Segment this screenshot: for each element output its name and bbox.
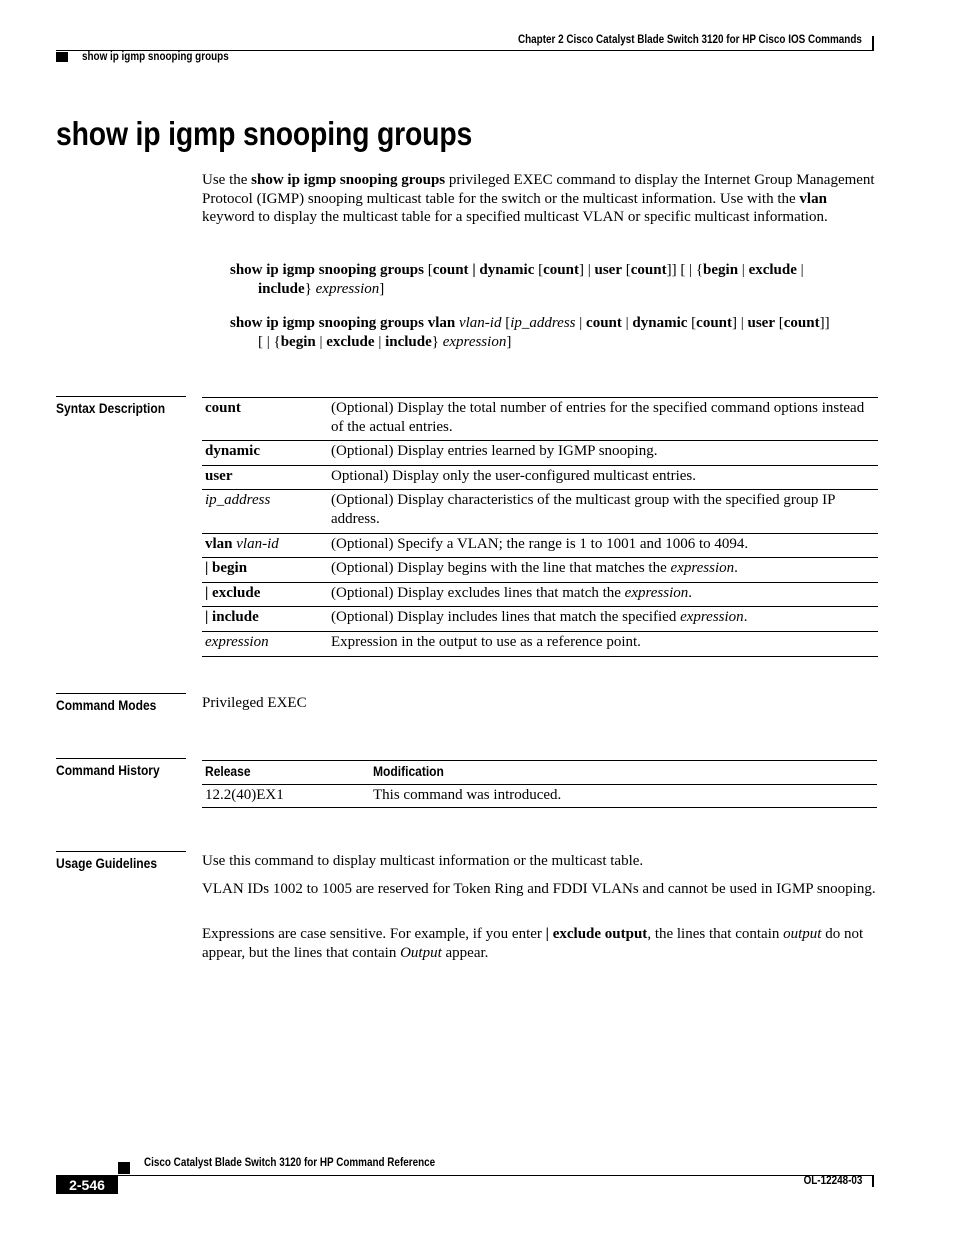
syntax-description: (Optional) Display excludes lines that match the expression. (328, 582, 878, 607)
page-title: show ip igmp snooping groups (56, 115, 473, 152)
table-row (202, 465, 878, 490)
section-label-syntax-description: Syntax Description (56, 396, 186, 416)
syntax-description: (Optional) Specify a VLAN; the range is 1 to 1001 and 1006 to 4094. (328, 533, 878, 558)
syntax-keyword: | exclude (202, 582, 328, 607)
intro-paragraph: Use the show ip igmp snooping groups privileged EXEC command to display the Internet Group Management Protocol (IGMP) snooping multicast table for the switch or the multicast information. Use with the vlan keyword to display the multicast table for a specified multicast VLAN or specific multicast information. (202, 172, 875, 226)
history-release: 12.2(40)EX1 (202, 784, 370, 808)
column-header-modification: Modification (370, 761, 877, 785)
header-vertical-bar (872, 36, 874, 50)
footer-vertical-bar (872, 1175, 874, 1187)
running-header-section: show ip igmp snooping groups (82, 51, 229, 63)
footer-book-title: Cisco Catalyst Blade Switch 3120 for HP Command Reference (144, 1157, 436, 1169)
syntax-description: Optional) Display only the user-configured multicast entries. (328, 465, 878, 490)
usage-paragraph-2: VLAN IDs 1002 to 1005 are reserved for Token Ring and FDDI VLANs and cannot be used in IGMP snooping. (202, 881, 876, 897)
column-header-release: Release (202, 761, 370, 785)
table-row (202, 398, 878, 441)
footer-rule (56, 1175, 874, 1176)
footer-square-marker (118, 1162, 130, 1174)
table-row (202, 533, 878, 558)
header-square-marker (56, 52, 68, 62)
syntax-description: (Optional) Display includes lines that match the specified expression. (328, 607, 878, 632)
table-row (202, 631, 878, 656)
usage-paragraph-1: Use this command to display multicast information or the multicast table. (202, 853, 644, 869)
command-modes-text: Privileged EXEC (202, 695, 307, 711)
table-row (202, 784, 877, 808)
running-header-chapter: Chapter 2 Cisco Catalyst Blade Switch 3120 for HP Cisco IOS Commands (518, 34, 862, 46)
command-history-table (202, 760, 877, 808)
syntax-description: (Optional) Display the total number of entries for the specified command options instead of the actual entries. (328, 398, 878, 441)
table-header-row (202, 761, 877, 785)
syntax-keyword: expression (202, 631, 328, 656)
table-row (202, 441, 878, 466)
syntax-keyword: dynamic (202, 441, 328, 466)
syntax-description: (Optional) Display characteristics of the multicast group with the specified group IP address. (328, 490, 878, 533)
syntax-description-table (202, 397, 878, 657)
table-row (202, 607, 878, 632)
syntax-keyword: user (202, 465, 328, 490)
syntax-keyword: ip_address (202, 490, 328, 533)
syntax-description: (Optional) Display begins with the line that matches the expression. (328, 558, 878, 583)
section-label-command-modes: Command Modes (56, 693, 186, 713)
syntax-keyword: count (202, 398, 328, 441)
section-label-command-history: Command History (56, 758, 186, 778)
syntax-keyword: | include (202, 607, 328, 632)
syntax-description: Expression in the output to use as a reference point. (328, 631, 878, 656)
page-number: 2-546 (56, 1176, 118, 1194)
syntax-line-1: show ip igmp snooping groups [count | dynamic [count] | user [count]] [ | {begin | exclude | include} expression] (230, 262, 804, 297)
table-row (202, 582, 878, 607)
table-row (202, 558, 878, 583)
syntax-keyword: | begin (202, 558, 328, 583)
section-label-usage-guidelines: Usage Guidelines (56, 851, 186, 871)
table-row (202, 490, 878, 533)
usage-paragraph-3: Expressions are case sensitive. For example, if you enter | exclude output, the lines that contain output do not appear, but the lines that contain Output appear. (202, 926, 864, 961)
history-modification: This command was introduced. (370, 784, 877, 808)
footer-document-id: OL-12248-03 (803, 1175, 862, 1187)
syntax-line-2: show ip igmp snooping groups vlan vlan-id [ip_address | count | dynamic [count] | user [count]] [ | {begin | exclude | include} expression] (230, 315, 830, 350)
syntax-description: (Optional) Display entries learned by IGMP snooping. (328, 441, 878, 466)
syntax-keyword: vlan vlan-id (202, 533, 328, 558)
